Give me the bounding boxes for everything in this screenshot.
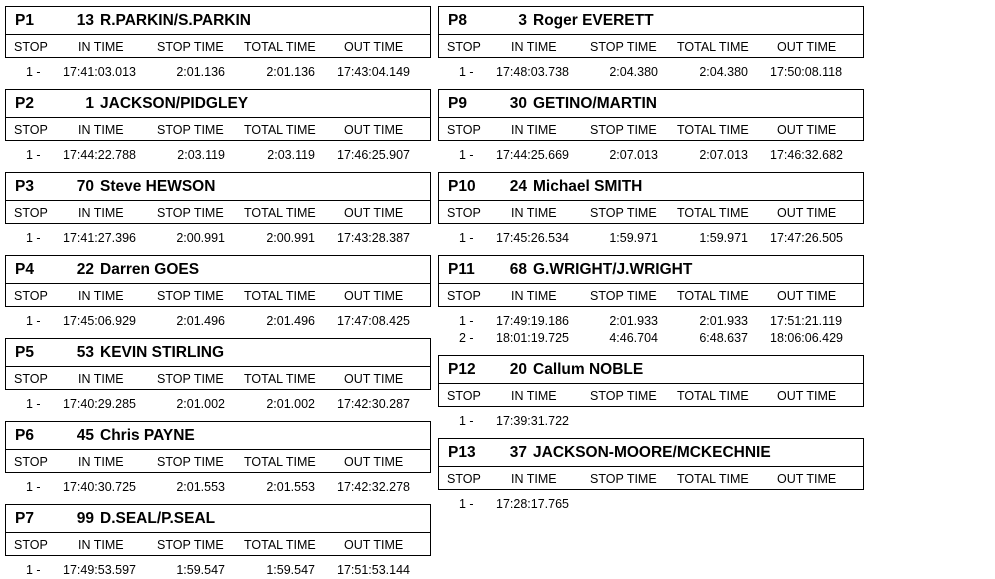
in-time: 17:45:26.534 <box>496 231 569 245</box>
out-time: 17:46:25.907 <box>337 148 410 162</box>
driver-name: JACKSON-MOORE/MCKECHNIE <box>533 444 771 461</box>
in-time: 17:39:31.722 <box>496 414 569 428</box>
col-out-time-header: OUT TIME <box>344 206 404 220</box>
stop-number: 1 - <box>459 148 474 162</box>
in-time: 17:49:19.186 <box>496 314 569 328</box>
stop-rows <box>5 390 431 413</box>
col-total-time-header: TOTAL TIME <box>677 123 749 137</box>
in-time: 17:40:29.285 <box>63 397 136 411</box>
car-number: 13 <box>76 12 94 29</box>
stop-row <box>438 313 864 330</box>
car-number: 3 <box>518 12 527 29</box>
stop-number: 1 - <box>459 497 474 511</box>
total-time: 2:01.496 <box>266 314 315 328</box>
col-in-time-header: IN TIME <box>511 206 557 220</box>
out-time: 17:50:08.118 <box>770 65 843 79</box>
stop-time: 2:01.933 <box>609 314 658 328</box>
col-in-time-header: IN TIME <box>78 206 124 220</box>
out-time: 18:06:06.429 <box>770 331 843 345</box>
stop-row <box>438 64 864 81</box>
in-time: 17:41:03.013 <box>63 65 136 79</box>
stop-time: 2:01.553 <box>176 480 225 494</box>
driver-block <box>438 172 864 247</box>
column-header-row <box>438 34 864 58</box>
total-time: 2:04.380 <box>699 65 748 79</box>
total-time: 2:03.119 <box>267 148 315 162</box>
col-out-time-header: OUT TIME <box>777 123 837 137</box>
driver-block <box>5 89 431 164</box>
car-number: 1 <box>85 95 94 112</box>
driver-name: Roger EVERETT <box>533 12 654 29</box>
stop-number: 1 - <box>26 231 41 245</box>
col-stop-time-header: STOP TIME <box>157 455 224 469</box>
col-total-time-header: TOTAL TIME <box>677 472 749 486</box>
col-total-time-header: TOTAL TIME <box>677 389 749 403</box>
stop-row <box>438 413 864 430</box>
driver-header <box>438 89 864 117</box>
driver-block <box>5 6 431 81</box>
column-header-row <box>438 383 864 407</box>
position-label: P9 <box>448 95 467 112</box>
out-time: 17:42:30.287 <box>337 397 410 411</box>
car-number: 24 <box>509 178 527 195</box>
total-time: 2:07.013 <box>699 148 748 162</box>
stop-time: 2:01.496 <box>176 314 225 328</box>
driver-name: Callum NOBLE <box>533 361 644 378</box>
driver-name: G.WRIGHT/J.WRIGHT <box>533 261 693 278</box>
position-label: P3 <box>15 178 34 195</box>
col-total-time-header: TOTAL TIME <box>244 372 316 386</box>
driver-block <box>5 421 431 496</box>
col-stop-time-header: STOP TIME <box>590 123 657 137</box>
stop-row <box>5 479 431 496</box>
in-time: 17:41:27.396 <box>63 231 136 245</box>
stop-row <box>438 147 864 164</box>
stop-rows <box>5 473 431 496</box>
driver-header <box>5 6 431 34</box>
driver-block <box>5 338 431 413</box>
stop-rows <box>438 407 864 430</box>
col-stop-header: STOP <box>447 40 481 54</box>
col-stop-time-header: STOP TIME <box>157 123 224 137</box>
car-number: 20 <box>509 361 527 378</box>
col-in-time-header: IN TIME <box>511 472 557 486</box>
driver-header <box>438 355 864 383</box>
driver-block <box>438 438 864 513</box>
in-time: 17:45:06.929 <box>63 314 136 328</box>
col-stop-header: STOP <box>14 206 48 220</box>
col-stop-header: STOP <box>14 123 48 137</box>
stop-row <box>438 230 864 247</box>
column-header-row <box>438 283 864 307</box>
stop-rows <box>5 141 431 164</box>
col-stop-time-header: STOP TIME <box>157 538 224 552</box>
position-label: P5 <box>15 344 34 361</box>
car-number: 45 <box>76 427 94 444</box>
driver-block <box>438 89 864 164</box>
driver-name: Darren GOES <box>100 261 200 278</box>
position-label: P11 <box>448 261 475 278</box>
col-total-time-header: TOTAL TIME <box>677 289 749 303</box>
car-number: 30 <box>509 95 527 112</box>
in-time: 17:40:30.725 <box>63 480 136 494</box>
driver-header <box>438 6 864 34</box>
out-time: 17:43:04.149 <box>337 65 410 79</box>
total-time: 6:48.637 <box>699 331 748 345</box>
stop-number: 1 - <box>459 414 474 428</box>
stop-number: 1 - <box>26 397 41 411</box>
stop-row <box>438 330 864 347</box>
out-time: 17:42:32.278 <box>337 480 410 494</box>
col-in-time-header: IN TIME <box>511 389 557 403</box>
in-time: 17:44:25.669 <box>496 148 569 162</box>
stop-row <box>5 147 431 164</box>
column-header-row <box>5 200 431 224</box>
position-label: P1 <box>15 12 34 29</box>
stop-number: 1 - <box>26 148 41 162</box>
stop-time: 2:01.002 <box>176 397 225 411</box>
col-stop-header: STOP <box>14 455 48 469</box>
col-total-time-header: TOTAL TIME <box>677 40 749 54</box>
col-stop-header: STOP <box>14 372 48 386</box>
car-number: 68 <box>509 261 527 278</box>
stop-row <box>438 496 864 513</box>
col-stop-header: STOP <box>447 472 481 486</box>
car-number: 99 <box>76 510 94 527</box>
col-total-time-header: TOTAL TIME <box>244 455 316 469</box>
stop-rows <box>438 58 864 81</box>
stop-rows <box>5 58 431 81</box>
in-time: 18:01:19.725 <box>496 331 569 345</box>
driver-name: GETINO/MARTIN <box>533 95 657 112</box>
col-stop-header: STOP <box>14 289 48 303</box>
stop-time: 2:04.380 <box>609 65 658 79</box>
car-number: 37 <box>509 444 527 461</box>
col-in-time-header: IN TIME <box>511 40 557 54</box>
driver-header <box>5 255 431 283</box>
col-total-time-header: TOTAL TIME <box>244 40 316 54</box>
total-time: 2:01.136 <box>266 65 315 79</box>
out-time: 17:51:53.144 <box>337 563 410 577</box>
col-stop-time-header: STOP TIME <box>157 40 224 54</box>
col-in-time-header: IN TIME <box>78 123 124 137</box>
driver-name: JACKSON/PIDGLEY <box>100 95 249 112</box>
stop-rows <box>438 224 864 247</box>
col-in-time-header: IN TIME <box>78 455 124 469</box>
position-label: P12 <box>448 361 476 378</box>
driver-name: Steve HEWSON <box>100 178 216 195</box>
stop-time: 1:59.547 <box>176 563 225 577</box>
stop-time: 2:00.991 <box>176 231 225 245</box>
total-time: 2:01.002 <box>266 397 315 411</box>
col-stop-time-header: STOP TIME <box>590 40 657 54</box>
stop-rows <box>438 141 864 164</box>
total-time: 2:00.991 <box>266 231 315 245</box>
position-label: P8 <box>448 12 467 29</box>
col-stop-header: STOP <box>14 538 48 552</box>
col-stop-header: STOP <box>447 206 481 220</box>
col-out-time-header: OUT TIME <box>777 389 837 403</box>
stop-rows <box>438 307 864 347</box>
stop-time: 1:59.971 <box>609 231 658 245</box>
car-number: 53 <box>76 344 94 361</box>
driver-header <box>5 89 431 117</box>
col-out-time-header: OUT TIME <box>344 372 404 386</box>
out-time: 17:47:26.505 <box>770 231 843 245</box>
stop-number: 1 - <box>26 480 41 494</box>
stop-time: 2:03.119 <box>177 148 225 162</box>
col-stop-time-header: STOP TIME <box>157 372 224 386</box>
stop-row <box>5 562 431 579</box>
stop-row <box>5 396 431 413</box>
col-total-time-header: TOTAL TIME <box>244 289 316 303</box>
col-in-time-header: IN TIME <box>511 123 557 137</box>
in-time: 17:44:22.788 <box>63 148 136 162</box>
column-header-row <box>5 283 431 307</box>
car-number: 70 <box>76 178 94 195</box>
column-header-row <box>5 117 431 141</box>
stop-time: 2:07.013 <box>609 148 658 162</box>
stop-row <box>5 64 431 81</box>
driver-header <box>5 421 431 449</box>
position-label: P7 <box>15 510 34 527</box>
stop-number: 1 - <box>26 563 41 577</box>
total-time: 2:01.933 <box>699 314 748 328</box>
col-in-time-header: IN TIME <box>78 372 124 386</box>
column-header-row <box>5 532 431 556</box>
col-total-time-header: TOTAL TIME <box>244 206 316 220</box>
driver-block <box>5 504 431 579</box>
out-time: 17:43:28.387 <box>337 231 410 245</box>
column-header-row <box>438 200 864 224</box>
driver-name: Chris PAYNE <box>100 427 195 444</box>
col-out-time-header: OUT TIME <box>777 289 837 303</box>
total-time: 1:59.547 <box>266 563 315 577</box>
col-in-time-header: IN TIME <box>78 538 124 552</box>
driver-name: Michael SMITH <box>533 178 643 195</box>
out-time: 17:46:32.682 <box>770 148 843 162</box>
col-stop-header: STOP <box>447 123 481 137</box>
stop-time: 2:01.136 <box>176 65 225 79</box>
total-time: 2:01.553 <box>266 480 315 494</box>
out-time: 17:47:08.425 <box>337 314 410 328</box>
col-stop-header: STOP <box>447 289 481 303</box>
position-label: P6 <box>15 427 34 444</box>
driver-name: KEVIN STIRLING <box>100 344 225 361</box>
in-time: 17:28:17.765 <box>496 497 569 511</box>
col-total-time-header: TOTAL TIME <box>244 123 316 137</box>
position-label: P2 <box>15 95 34 112</box>
in-time: 17:48:03.738 <box>496 65 569 79</box>
col-total-time-header: TOTAL TIME <box>677 206 749 220</box>
car-number: 22 <box>76 261 94 278</box>
col-out-time-header: OUT TIME <box>777 40 837 54</box>
col-out-time-header: OUT TIME <box>344 455 404 469</box>
column-header-row <box>5 449 431 473</box>
col-stop-time-header: STOP TIME <box>157 289 224 303</box>
stop-rows <box>5 556 431 579</box>
position-label: P10 <box>448 178 476 195</box>
col-out-time-header: OUT TIME <box>777 472 837 486</box>
col-stop-header: STOP <box>447 389 481 403</box>
col-in-time-header: IN TIME <box>78 40 124 54</box>
driver-block <box>438 355 864 430</box>
stop-rows <box>5 307 431 330</box>
stop-rows <box>5 224 431 247</box>
col-stop-time-header: STOP TIME <box>590 289 657 303</box>
stop-number: 2 - <box>459 331 474 345</box>
stop-rows <box>438 490 864 513</box>
in-time: 17:49:53.597 <box>63 563 136 577</box>
total-time: 1:59.971 <box>699 231 748 245</box>
out-time: 17:51:21.119 <box>770 314 843 328</box>
col-stop-time-header: STOP TIME <box>590 472 657 486</box>
driver-block <box>438 6 864 81</box>
col-out-time-header: OUT TIME <box>344 538 404 552</box>
column-header-row <box>438 466 864 490</box>
driver-header <box>438 438 864 466</box>
driver-block <box>5 172 431 247</box>
driver-block <box>438 255 864 347</box>
stop-row <box>5 313 431 330</box>
driver-name: R.PARKIN/S.PARKIN <box>100 12 251 29</box>
stop-number: 1 - <box>459 65 474 79</box>
stop-number: 1 - <box>26 65 41 79</box>
column-header-row <box>438 117 864 141</box>
column-header-row <box>5 366 431 390</box>
col-stop-time-header: STOP TIME <box>590 206 657 220</box>
stop-number: 1 - <box>459 231 474 245</box>
driver-header <box>5 504 431 532</box>
col-out-time-header: OUT TIME <box>777 206 837 220</box>
driver-name: D.SEAL/P.SEAL <box>100 510 216 527</box>
driver-header <box>438 255 864 283</box>
position-label: P4 <box>15 261 34 278</box>
driver-header <box>5 172 431 200</box>
driver-header <box>5 338 431 366</box>
stop-row <box>5 230 431 247</box>
col-stop-time-header: STOP TIME <box>590 389 657 403</box>
col-stop-header: STOP <box>14 40 48 54</box>
col-total-time-header: TOTAL TIME <box>244 538 316 552</box>
col-out-time-header: OUT TIME <box>344 123 404 137</box>
col-out-time-header: OUT TIME <box>344 40 404 54</box>
driver-header <box>438 172 864 200</box>
column-header-row <box>5 34 431 58</box>
stop-number: 1 - <box>26 314 41 328</box>
col-stop-time-header: STOP TIME <box>157 206 224 220</box>
driver-block <box>5 255 431 330</box>
col-in-time-header: IN TIME <box>78 289 124 303</box>
col-in-time-header: IN TIME <box>511 289 557 303</box>
stop-number: 1 - <box>459 314 474 328</box>
stop-time: 4:46.704 <box>609 331 658 345</box>
position-label: P13 <box>448 444 476 461</box>
col-out-time-header: OUT TIME <box>344 289 404 303</box>
